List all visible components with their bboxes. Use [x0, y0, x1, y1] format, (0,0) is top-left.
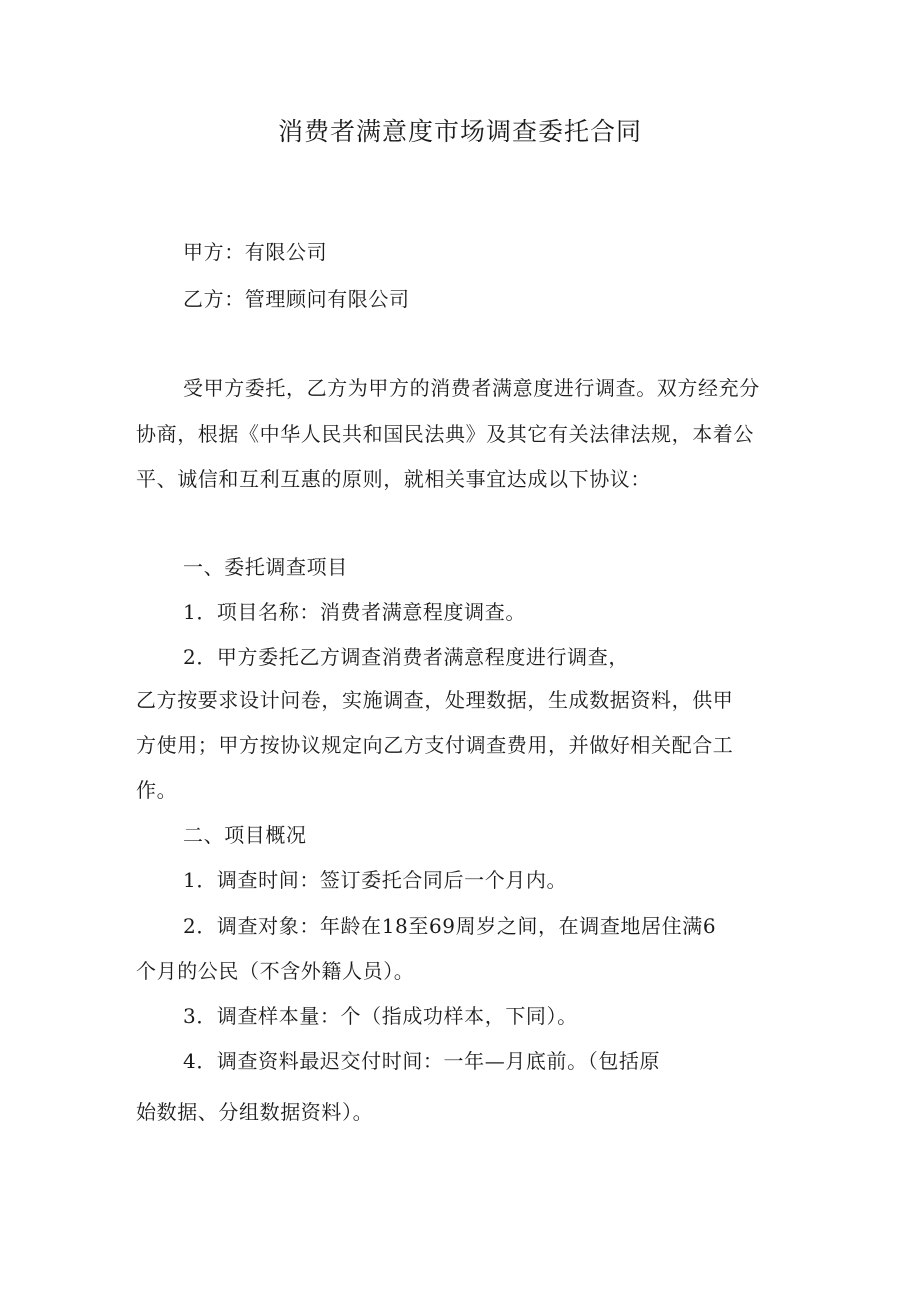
preamble-line-3: 平、诚信和互利互惠的原则，就相关事宜达成以下协议： [136, 467, 651, 491]
party-b: 乙方：管理顾问有限公司 [183, 287, 410, 311]
document-title: 消费者满意度市场调查委托合同 [277, 117, 642, 146]
section2-item-4-line-1: 4．调查资料最迟交付时间：一年—月底前。（包括原 [183, 1049, 661, 1073]
section1-item-2-line-2: 乙方按要求设计问卷，实施调查，处理数据，生成数据资料，供甲 [136, 688, 734, 712]
preamble-line-1: 受甲方委托，乙方为甲方的消费者满意度进行调查。双方经充分 [183, 376, 760, 400]
section2-item-4-line-2: 始数据、分组数据资料）。 [136, 1100, 374, 1124]
party-a: 甲方：有限公司 [183, 240, 328, 264]
preamble-line-2: 协商，根据《中华人民共和国民法典》及其它有关法律法规，本着公 [136, 422, 754, 446]
section1-item-2-line-4: 作。 [136, 778, 178, 802]
section2-item-1: 1．调查时间：签订委托合同后一个月内。 [183, 868, 568, 892]
section2-item-2-line-1: 2．调查对象：年龄在18至69周岁之间，在调查地居住满6 [183, 914, 717, 938]
section-heading-2: 二、项目概况 [183, 823, 307, 847]
section1-item-2-line-3: 方使用；甲方按协议规定向乙方支付调查费用，并做好相关配合工 [136, 733, 734, 757]
section1-item-1: 1．项目名称：消费者满意程度调查。 [183, 600, 526, 624]
section2-item-2-line-2: 个月的公民（不含外籍人员）。 [136, 959, 415, 983]
section2-item-3: 3．调查样本量：个（指成功样本，下同）。 [183, 1004, 578, 1028]
section-heading-1: 一、委托调查项目 [183, 555, 348, 579]
section1-item-2-line-1: 2．甲方委托乙方调查消费者满意程度进行调查， [183, 645, 629, 669]
